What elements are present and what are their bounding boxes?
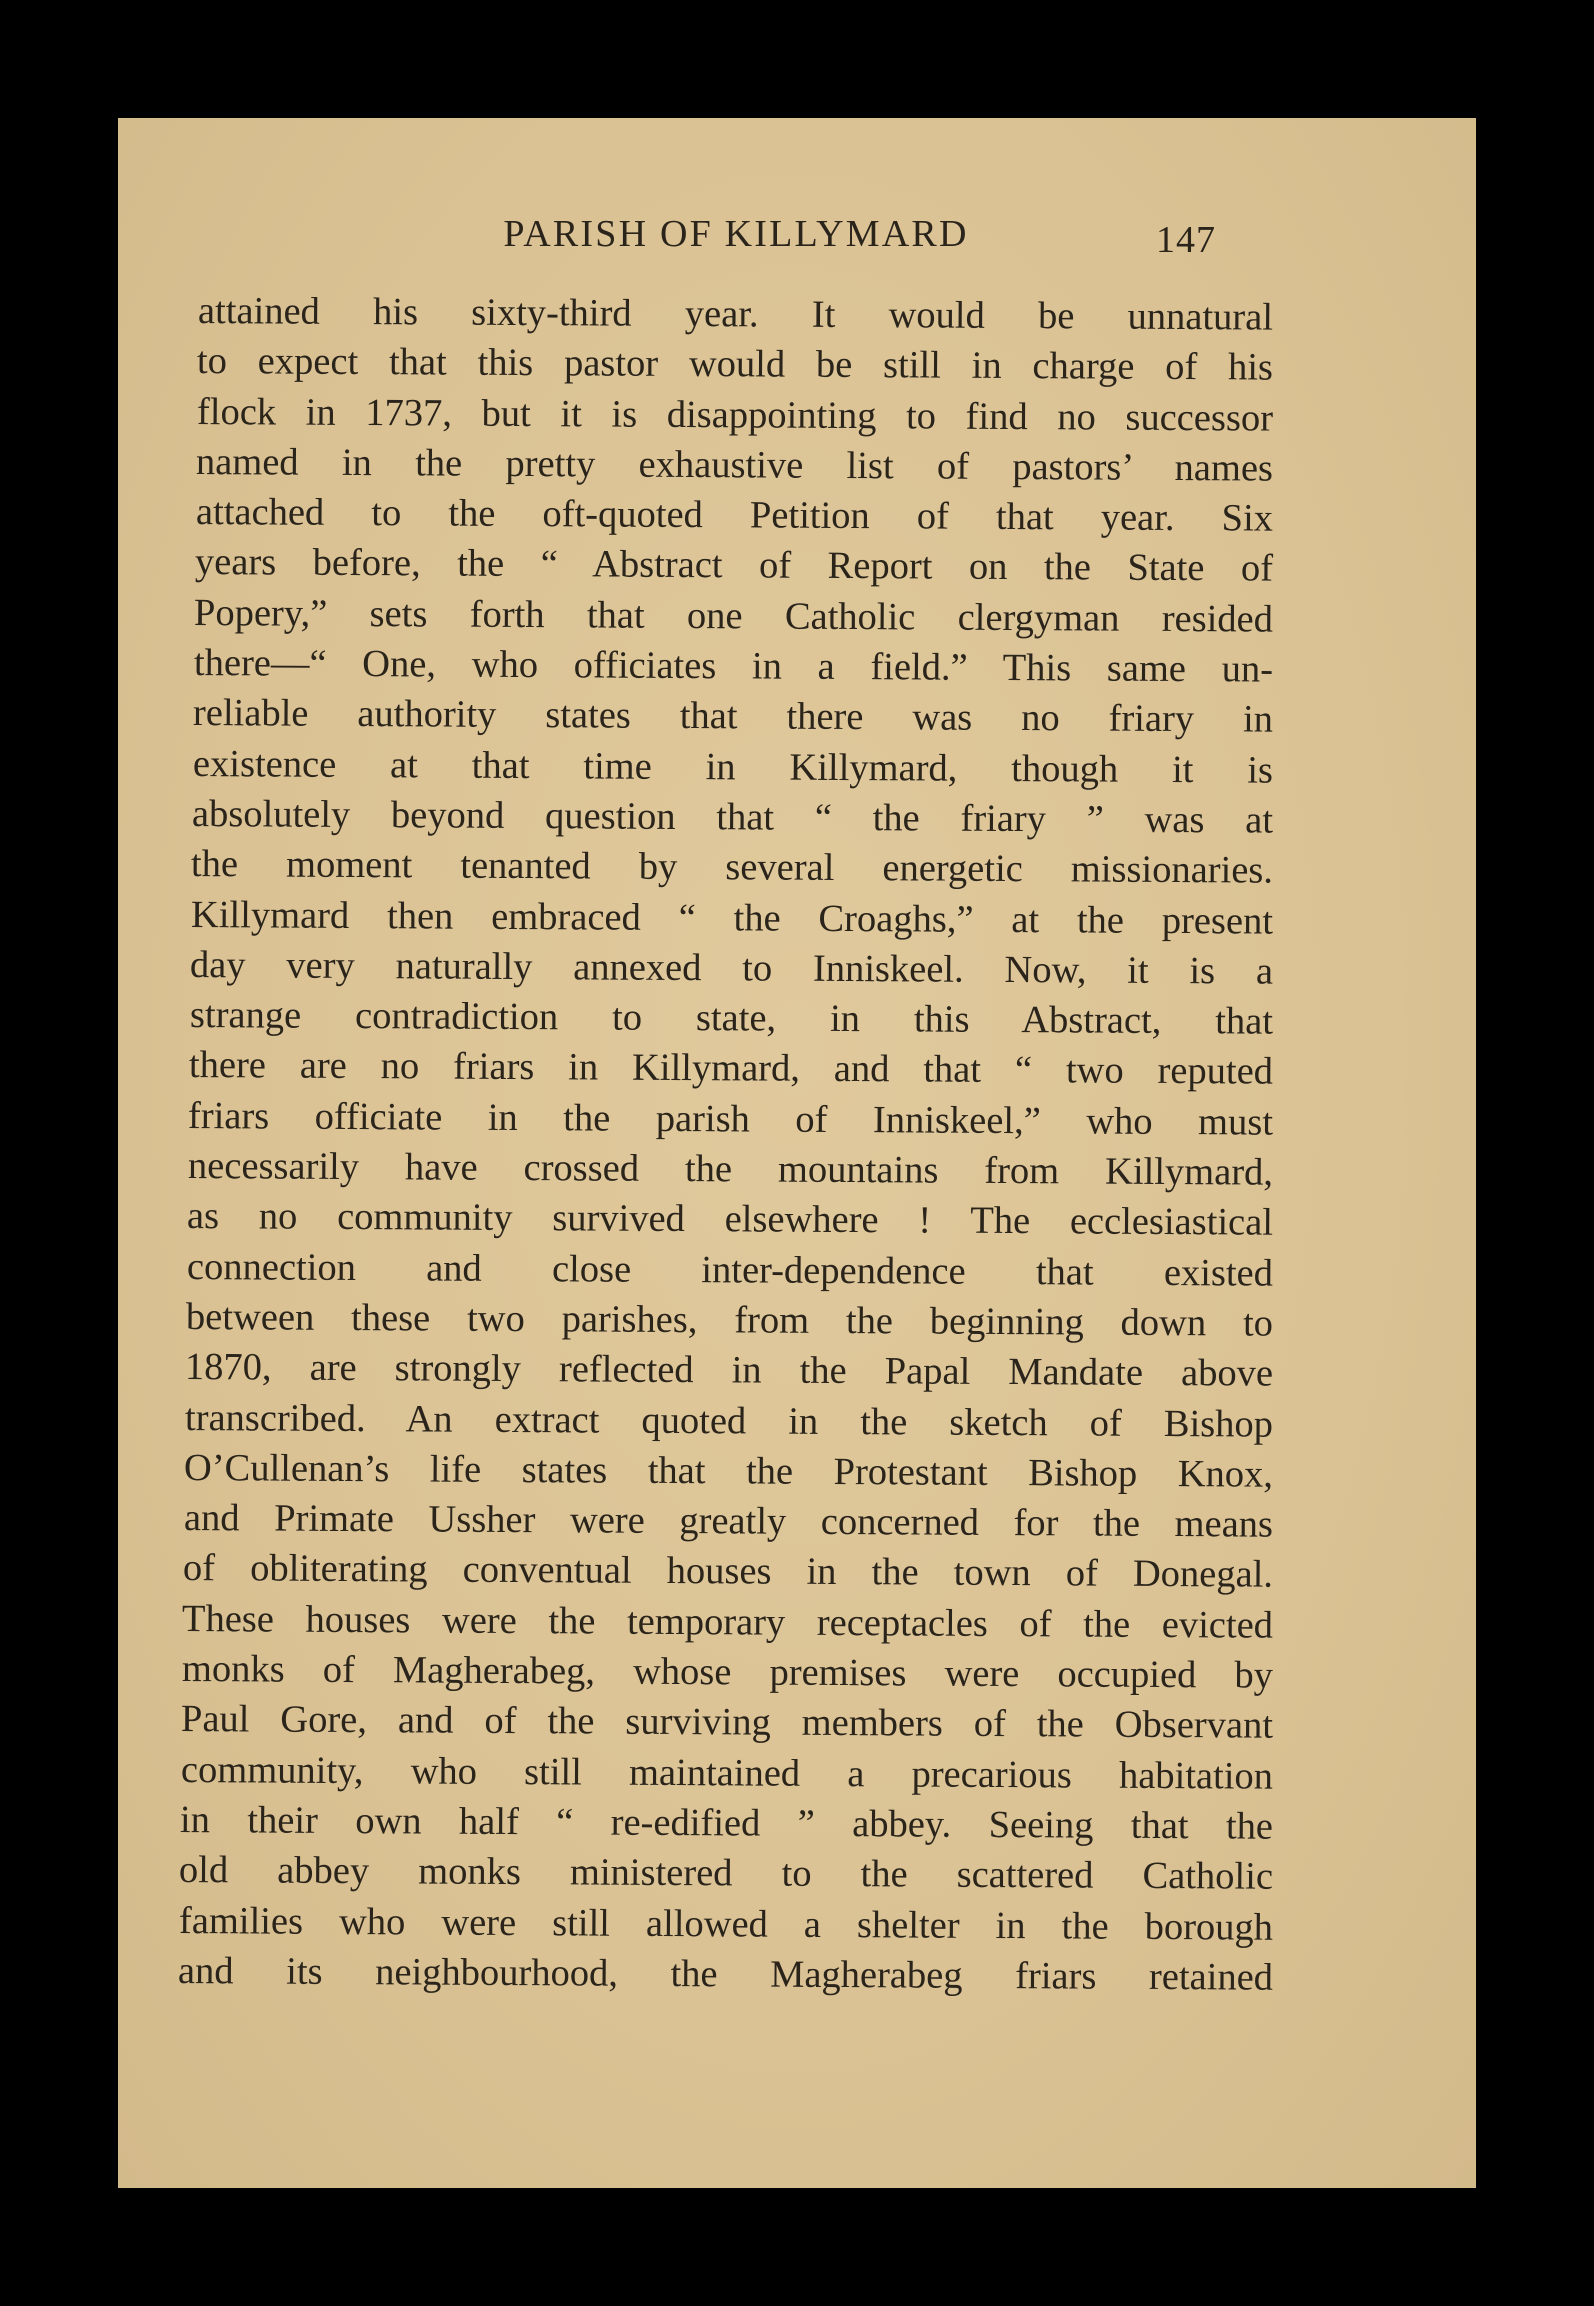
text-line: necessarily have crossed the mountains from Killymard, [187,1145,1274,1194]
text-line: there are no friars in Killymard, and that “ two reputed [188,1044,1274,1094]
running-head-title: PARISH OF KILLYMARD [503,213,969,255]
text-line: the moment tenanted by several energetic missionaries. [190,843,1274,892]
page-number: 147 [1156,219,1216,261]
text-line: as no community survived elsewhere ! The ecclesiastical [186,1195,1274,1244]
text-line: O’Cullenan’s life states that the Protestant Bishop Knox, [183,1446,1274,1496]
text-line: 1870, are strongly reflected in the Papal Mandate above [184,1346,1274,1395]
text-line: absolutely beyond question that “ the friary ” was at [191,792,1274,842]
text-line: Paul Gore, and of the surviving members of the Observant [180,1698,1274,1747]
text-line: existence at that time in Killymard, though it is [192,742,1274,792]
text-line: strange contradiction to state, in this Abstract, that [189,994,1274,1043]
text-line: attained his sixty-third year. It would be unnatural [197,290,1274,339]
text-line: friars officiate in the parish of Inniskeel,” who must [187,1094,1274,1144]
text-line: Popery,” sets forth that one Catholic clergyman resided [193,591,1274,641]
text-line: attached to the oft-quoted Petition of that year. Six [195,491,1274,540]
text-line: to expect that this pastor would be still in charge of his [196,340,1274,389]
text-line: community, who still maintained a precarious habitation [180,1748,1274,1798]
text-line: in their own half “ re-edified ” abbey. Seeing that the [179,1798,1274,1848]
text-line: connection and close inter-dependence that existed [186,1245,1274,1295]
text-line: and its neighbourhood, the Magherabeg friars retained [177,1949,1274,1999]
text-line: named in the pretty exhaustive list of pastors’ names [195,440,1274,490]
text-line: day very naturally annexed to Inniskeel. Now, it is a [189,943,1274,993]
text-line: and Primate Ussher were greatly concerned for the means [183,1497,1274,1546]
text-line: These houses were the temporary receptacles of the evicted [181,1597,1274,1647]
running-head [436,204,1216,264]
text-line: there—“ One, who officiates in a field.” This same un- [193,642,1274,691]
text-line: families who were still allowed a shelter in the borough [178,1899,1274,1949]
book-page [118,118,1476,2188]
text-line: reliable authority states that there was no friary in [192,692,1274,741]
text-line: of obliterating conventual houses in the town of Donegal. [182,1547,1274,1597]
text-line: old abbey monks ministered to the scattered Catholic [178,1849,1274,1898]
text-line: between these two parishes, from the beginning down to [185,1295,1274,1345]
text-line: years before, the “ Abstract of Report on the State of [194,541,1274,591]
text-line: transcribed. An extract quoted in the sketch of Bishop [184,1396,1274,1446]
body-text [177,286,1274,1999]
text-line: flock in 1737, but it is disappointing to find no successor [196,390,1274,440]
text-line: monks of Magherabeg, whose premises were occupied by [181,1648,1274,1697]
text-line: Killymard then embraced “ the Croaghs,” at the present [190,893,1274,943]
